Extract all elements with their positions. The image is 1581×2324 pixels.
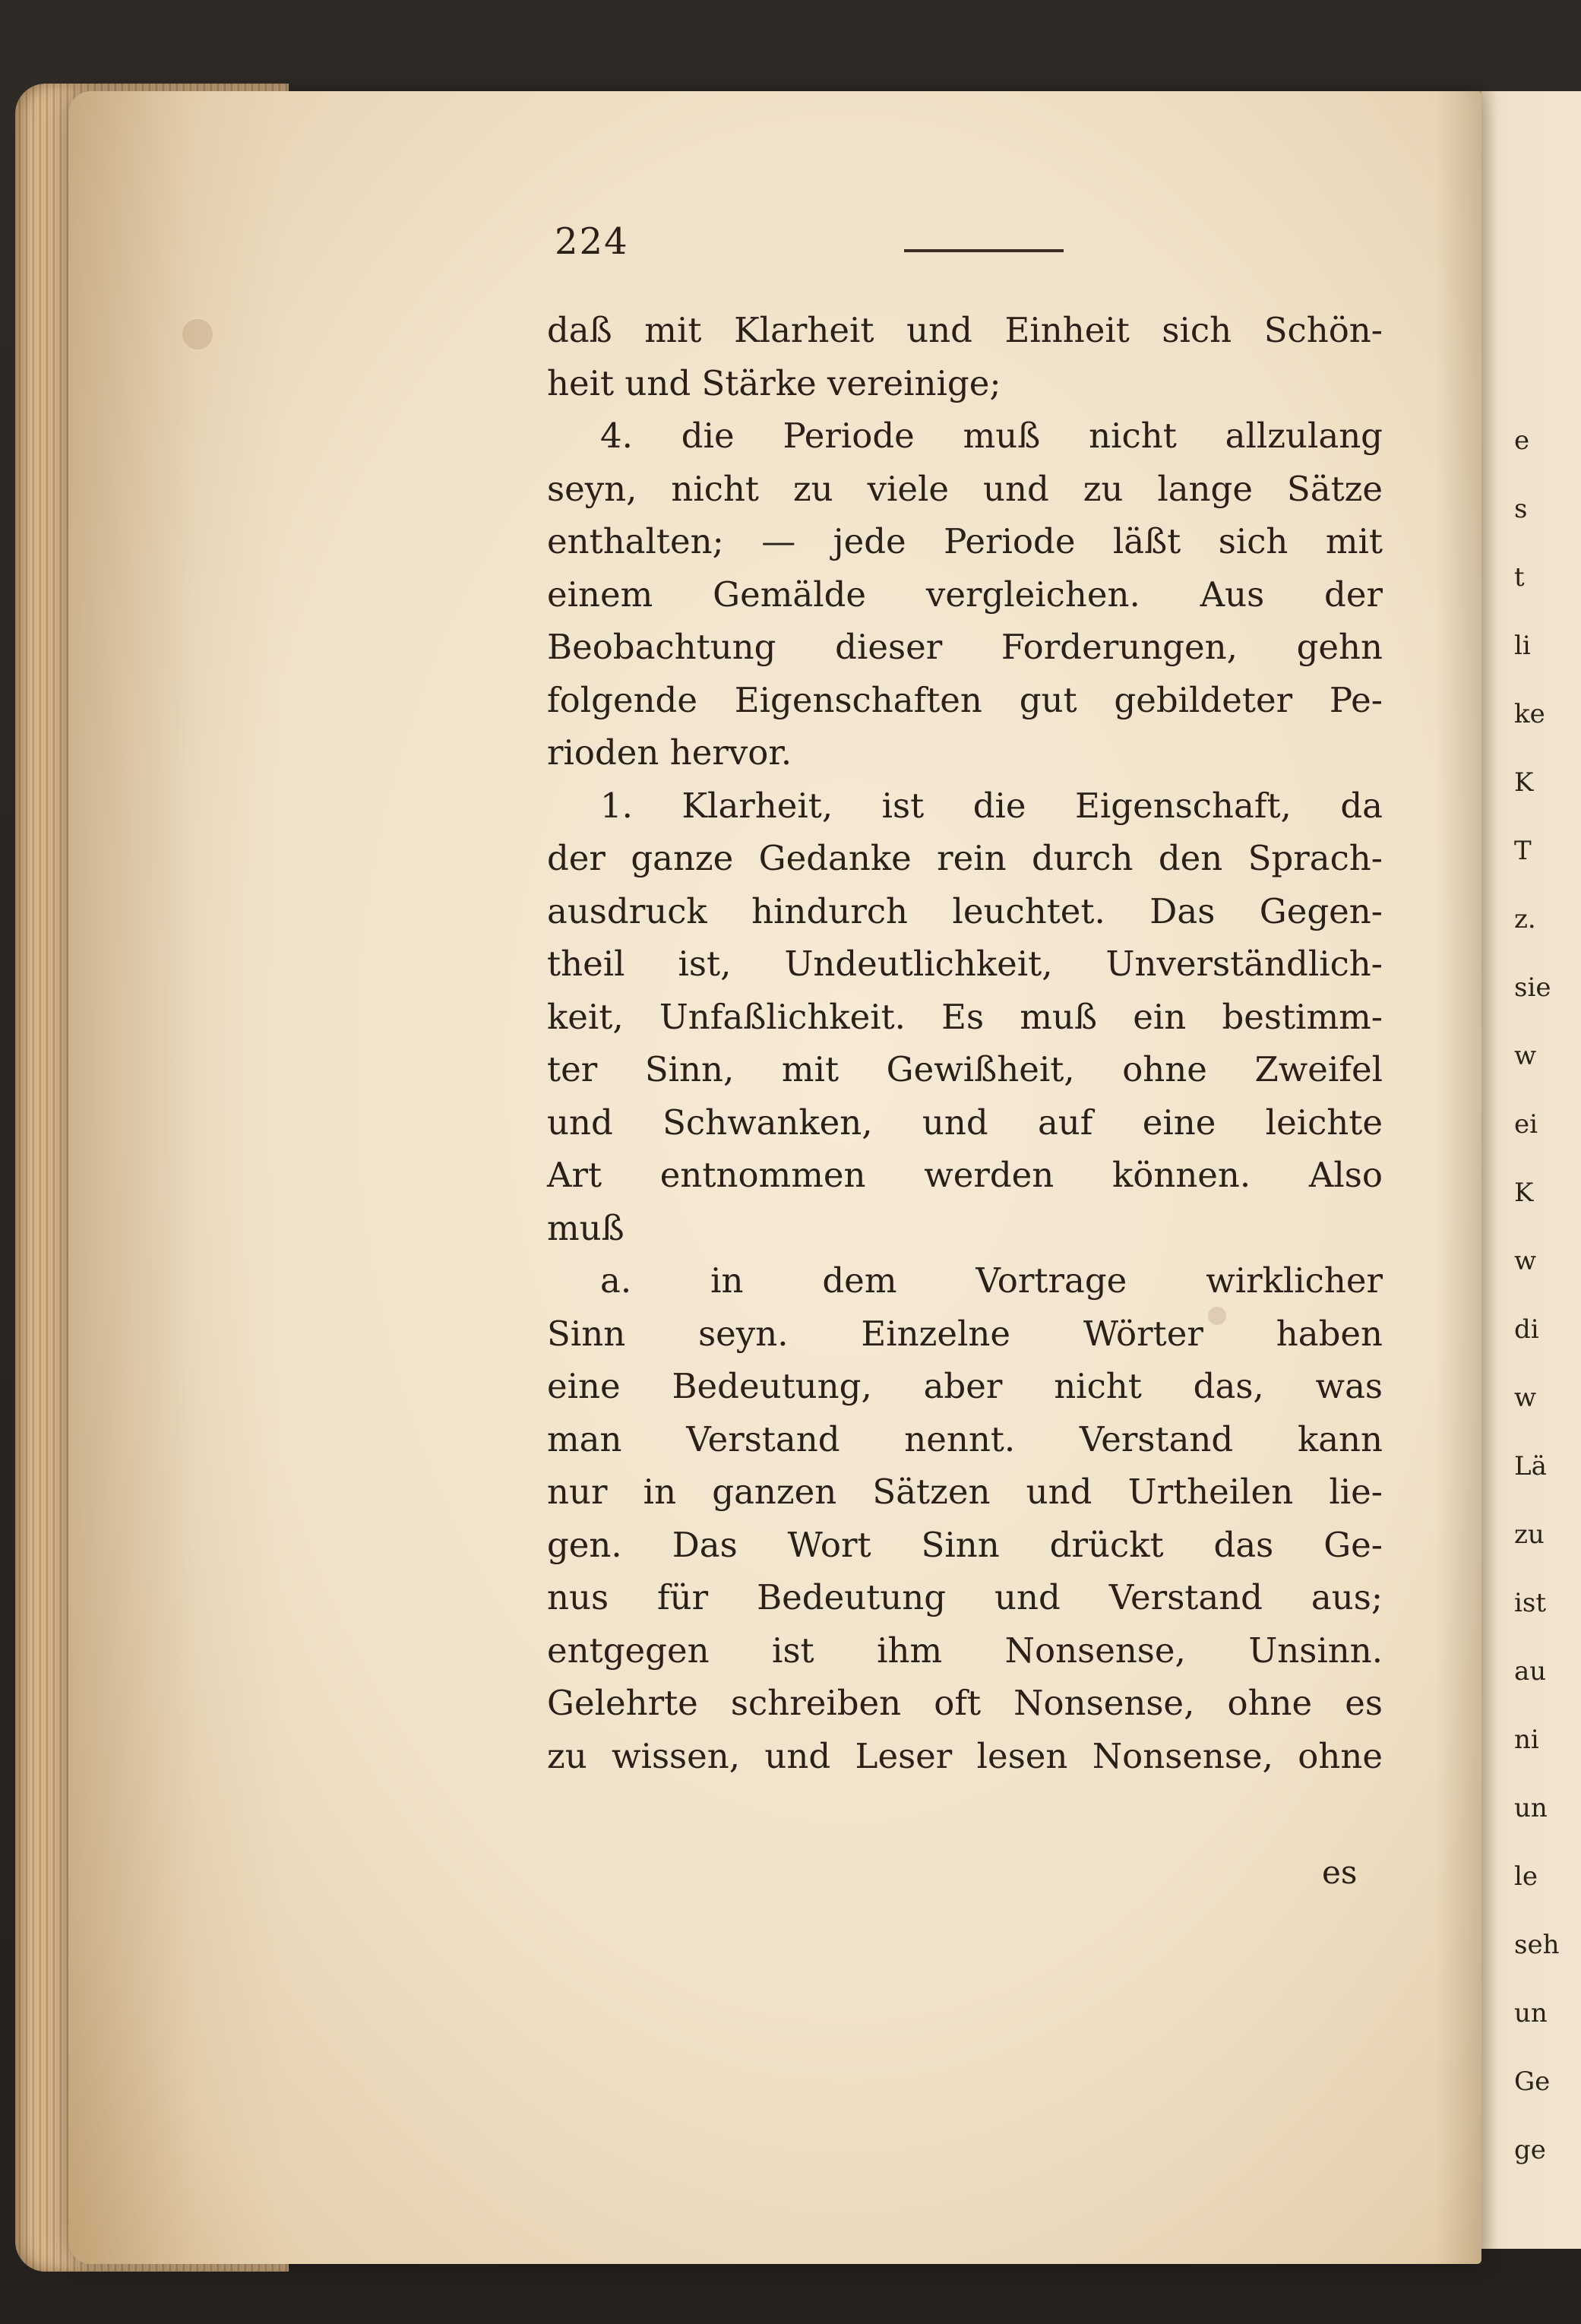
- facing-page: [1474, 91, 1581, 2249]
- text-line: a. in dem Vortrage wirklicher: [600, 1260, 1383, 1301]
- catchword: es: [1322, 1854, 1358, 1891]
- text-line: Gelehrte schreiben oft Nonsense, ohne es: [547, 1683, 1383, 1723]
- text-line: ausdruck hindurch leuchtet. Das Gegen-: [547, 890, 1383, 931]
- text-line: nus für Bedeutung und Verstand aus;: [547, 1577, 1383, 1617]
- text-line: gen. Das Wort Sinn drückt das Ge-: [547, 1524, 1383, 1565]
- facing-page-fragment: w: [1514, 1041, 1537, 1071]
- text-line: man Verstand nennt. Verstand kann: [547, 1418, 1383, 1459]
- foxing-spot: [182, 319, 213, 349]
- page-fold-shading: [68, 91, 281, 2264]
- text-line: 4. die Periode muß nicht allzulang: [600, 416, 1383, 456]
- facing-page-fragment: au: [1514, 1656, 1547, 1687]
- facing-page-fragment: sie: [1514, 972, 1551, 1003]
- facing-page-fragment: ei: [1514, 1109, 1538, 1140]
- text-line: seyn, nicht zu viele und zu lange Sätze: [547, 468, 1383, 509]
- facing-page-fragment: T: [1514, 836, 1532, 866]
- facing-page-fragment: li: [1514, 631, 1531, 661]
- facing-page-fragment: e: [1514, 425, 1530, 456]
- facing-page-fragment: le: [1514, 1861, 1538, 1892]
- facing-page-fragment: un: [1514, 1793, 1548, 1823]
- facing-page-fragment: w: [1514, 1383, 1537, 1413]
- header-rule: [904, 249, 1064, 252]
- gutter-shadow: [1436, 91, 1481, 2264]
- text-line: folgende Eigenschaften gut gebildeter Pe-: [547, 679, 1383, 720]
- facing-page-fragment: ge: [1514, 2135, 1546, 2165]
- text-line: zu wissen, und Leser lesen Nonsense, ohne: [547, 1735, 1383, 1776]
- facing-page-fragment: s: [1514, 494, 1528, 524]
- text-line: entgegen ist ihm Nonsense, Unsinn.: [547, 1630, 1383, 1671]
- text-line: theil ist, Undeutlichkeit, Unverständlich-: [547, 944, 1383, 984]
- text-line: enthalten; — jede Periode läßt sich mit: [547, 521, 1383, 561]
- text-line: einem Gemälde vergleichen. Aus der: [547, 574, 1383, 615]
- facing-page-fragment: Lä: [1514, 1451, 1547, 1481]
- facing-page-fragment: ke: [1514, 699, 1545, 729]
- page-header: [555, 220, 1383, 281]
- facing-page-fragment: di: [1514, 1314, 1539, 1345]
- text-line: Sinn seyn. Einzelne Wörter haben: [547, 1313, 1383, 1354]
- text-line: ter Sinn, mit Gewißheit, ohne Zweifel: [547, 1049, 1383, 1089]
- text-line: eine Bedeutung, aber nicht das, was: [547, 1366, 1383, 1406]
- text-line: muß: [547, 1207, 624, 1248]
- text-line: nur in ganzen Sätzen und Urtheilen lie-: [547, 1472, 1383, 1512]
- facing-page-fragment: Ge: [1514, 2066, 1551, 2097]
- facing-page-fragment: zu: [1514, 1519, 1545, 1550]
- text-line: und Schwanken, und auf eine leichte: [547, 1102, 1383, 1143]
- text-line: keit, Unfaßlichkeit. Es muß ein bestimm-: [547, 996, 1383, 1037]
- text-line: Art entnommen werden können. Also: [547, 1155, 1383, 1195]
- facing-page-fragment: K: [1514, 1178, 1534, 1208]
- facing-page-fragment: K: [1514, 767, 1534, 798]
- facing-page-fragment: t: [1514, 562, 1525, 593]
- text-line: Beobachtung dieser Forderungen, gehn: [547, 627, 1383, 667]
- text-line: heit und Stärke vereinige;: [547, 362, 1001, 403]
- facing-page-fragment: ist: [1514, 1588, 1546, 1618]
- page-number: 224: [555, 220, 629, 263]
- facing-page-fragment: un: [1514, 1998, 1548, 2028]
- facing-page-fragment: seh: [1514, 1930, 1560, 1960]
- facing-page-fragment: ni: [1514, 1725, 1539, 1755]
- body-text: [547, 304, 1383, 1782]
- text-line: der ganze Gedanke rein durch den Sprach-: [547, 838, 1383, 878]
- text-line: daß mit Klarheit und Einheit sich Schön-: [547, 310, 1383, 350]
- facing-page-fragment: w: [1514, 1246, 1537, 1276]
- text-line: rioden hervor.: [547, 732, 792, 773]
- facing-page-fragment: z.: [1514, 904, 1536, 934]
- text-line: 1. Klarheit, ist die Eigenschaft, da: [600, 785, 1383, 826]
